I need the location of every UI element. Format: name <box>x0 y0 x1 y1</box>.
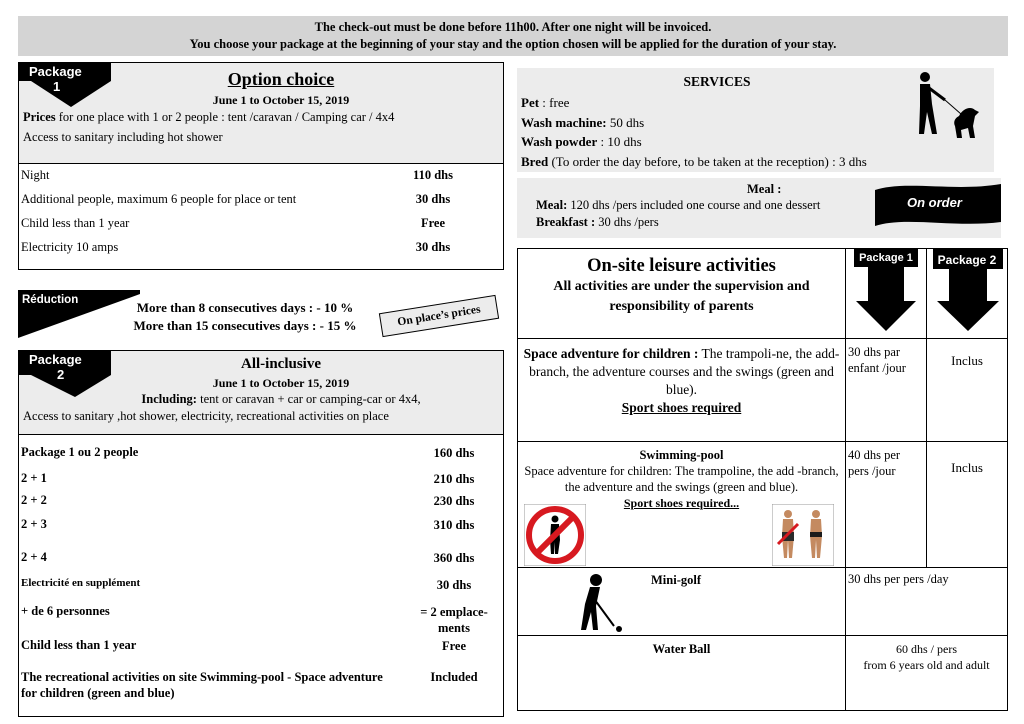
reduction-line-2: More than 15 consecutives days : - 15 % <box>133 318 357 333</box>
reduction-line-1: More than 8 consecutives days : - 10 % <box>136 300 354 315</box>
package1-table <box>18 163 504 270</box>
water-ball-name: Water Ball <box>518 636 846 711</box>
swimwear-icon <box>772 504 834 566</box>
space-adventure-p1: 30 dhs par enfant /jour <box>846 339 927 442</box>
package2-row-label: 2 + 2 <box>21 493 47 507</box>
package2-row-value: Included <box>430 670 478 684</box>
leisure-title: On-site leisure activities <box>587 256 776 276</box>
package2-including <box>59 392 503 407</box>
package2-including-text: tent or caravan + car or camping-car or 4x4, <box>200 392 421 406</box>
meal-line <box>536 198 820 213</box>
package1-row-label: Electricity 10 amps <box>21 240 119 254</box>
package2-tag-number: 2 <box>57 367 65 382</box>
package1-access: Access to sanitary including hot shower <box>23 130 223 144</box>
swimming-pool-name: Swimming-pool <box>639 448 724 462</box>
package2-row-value: 210 dhs <box>433 472 475 486</box>
package2-row-value: 310 dhs <box>433 518 475 532</box>
package2-row-label: 2 + 3 <box>21 517 47 531</box>
service-label: Wash powder <box>521 134 598 149</box>
package2-access: Access to sanitary ,hot shower, electricity, recreational activities on place <box>23 409 389 423</box>
reduction-stamp: On place’s prices <box>379 295 499 337</box>
package2-row-value: 160 dhs <box>433 446 475 460</box>
package2-row-value: 30 dhs <box>436 578 472 592</box>
package1-row-value: 30 dhs <box>415 240 451 254</box>
service-value: 10 dhs <box>607 134 642 149</box>
package2-header <box>18 350 504 435</box>
service-value: 50 dhs <box>609 114 645 130</box>
service-sep: : <box>597 134 608 149</box>
leisure-col-package2 <box>927 249 1008 339</box>
dog-walk-icon <box>915 70 985 142</box>
swimming-pool-note: Sport shoes required... <box>623 496 740 510</box>
package1-row-label: Additional people, maximum 6 people for place or tent <box>21 192 297 206</box>
service-label: Wash machine: <box>521 114 607 130</box>
leisure-col2-label: Package 2 <box>937 253 997 267</box>
service-item <box>521 152 867 172</box>
reduction-tag: Réduction <box>22 294 79 306</box>
service-value: free <box>549 95 570 110</box>
package2-row-value: = 2 emplace- ments <box>420 605 488 635</box>
package1-prices-label: Prices <box>23 110 56 124</box>
leisure-row-swimming-pool <box>518 442 1008 568</box>
service-value: (To order the day before, to be taken at the reception) : 3 dhs <box>551 153 867 169</box>
services-panel <box>517 68 994 172</box>
leisure-col1-label: Package 1 <box>859 252 913 264</box>
service-label: Bred <box>521 153 549 169</box>
service-item <box>521 113 867 133</box>
package2-row-label: Package 1 ou 2 people <box>21 445 139 459</box>
leisure-row-water-ball <box>518 636 1008 711</box>
space-adventure-p2: Inclus <box>927 339 1008 442</box>
package1-prices-text: for one place with 1 or 2 people : tent /caravan / Camping car / 4x4 <box>58 110 395 124</box>
services-title: SERVICES <box>683 74 751 89</box>
meal-panel <box>517 178 1001 238</box>
package1-header <box>18 62 504 164</box>
checkout-banner <box>18 16 1008 56</box>
leisure-row-mini-golf <box>518 568 1008 636</box>
swimming-pool-p2: Inclus <box>927 442 1008 568</box>
package1-tag-number: 1 <box>53 79 61 94</box>
leisure-header-cell <box>518 249 846 339</box>
package1-row-label: Child less than 1 year <box>21 216 130 230</box>
mini-golf-name: Mini-golf <box>651 573 701 587</box>
leisure-subtitle: All activities are under the supervision and responsibility of parents <box>553 279 810 314</box>
package1-row-value: 30 dhs <box>415 192 451 206</box>
breakfast-label: Breakfast : <box>536 215 596 229</box>
package2-row-value: 230 dhs <box>433 494 475 508</box>
breakfast-text: 30 dhs /pers <box>598 215 659 229</box>
package2-table <box>18 434 504 717</box>
package2-row-label: Child less than 1 year <box>21 638 137 652</box>
swimming-pool-p1: 40 dhs per pers /jour <box>846 442 927 568</box>
package2-row-label: Electricité en supplément <box>21 577 141 589</box>
reduction-text <box>70 299 420 335</box>
package2-row-value: 360 dhs <box>433 551 475 565</box>
mini-golf-p1: 30 dhs per pers /day <box>846 568 1008 636</box>
package2-row-label: + de 6 personnes <box>21 604 110 618</box>
banner-line-1: The check-out must be done before 11h00. After one night will be invoiced. <box>314 20 712 34</box>
package1-row-value: Free <box>420 216 446 230</box>
package1-row-label: Night <box>21 168 50 182</box>
service-sep: : <box>539 95 550 110</box>
package2-row-label: 2 + 4 <box>21 550 47 564</box>
space-adventure-note: Sport shoes required <box>621 400 742 415</box>
package2-including-label: Including: <box>141 392 197 406</box>
service-label: Pet <box>521 95 540 110</box>
package2-title: All-inclusive <box>240 356 321 372</box>
package1-prices <box>23 110 394 125</box>
meal-label: Meal: <box>536 198 568 212</box>
breakfast-line <box>536 215 659 230</box>
package1-title: Option choice <box>227 69 335 89</box>
leisure-table <box>517 248 1008 711</box>
package2-row-value: Free <box>441 639 467 653</box>
banner-line-2: You choose your package at the beginning of your stay and the option chosen will be applied for the duration of your stay. <box>189 37 837 51</box>
service-item <box>521 93 867 113</box>
swimming-pool-desc: Space adventure for children: The trampoline, the add -branch, the adventure and the swings (green and blue). <box>524 464 839 494</box>
golfer-icon <box>566 572 626 634</box>
space-adventure-name: Space adventure for children : <box>523 346 699 361</box>
package1-tag-word: Package <box>29 64 82 79</box>
service-item <box>521 132 867 152</box>
package2-row-label: The recreational activities on site Swimming-pool - Space adventure for children (green and blue) <box>21 670 383 700</box>
meal-title: Meal : <box>747 182 782 196</box>
package2-dates: June 1 to October 15, 2019 <box>212 376 350 390</box>
package2-tag-word: Package <box>29 352 82 367</box>
meal-text: 120 dhs /pers included one course and one dessert <box>570 198 821 212</box>
leisure-row-space-adventure <box>518 339 1008 442</box>
package1-row-value: 110 dhs <box>413 168 453 182</box>
no-swimsuit-icon <box>524 504 586 566</box>
package2-row-label: 2 + 1 <box>21 471 47 485</box>
on-order-flag: On order <box>907 195 962 210</box>
package1-dates: June 1 to October 15, 2019 <box>212 93 350 107</box>
leisure-col-package1 <box>846 249 927 339</box>
water-ball-p1: 60 dhs / pers from 6 years old and adult <box>846 636 1008 711</box>
space-adventure-desc: The trampoli-ne, the add-branch, the adventure courses and the swings (green and blue). <box>529 346 840 397</box>
